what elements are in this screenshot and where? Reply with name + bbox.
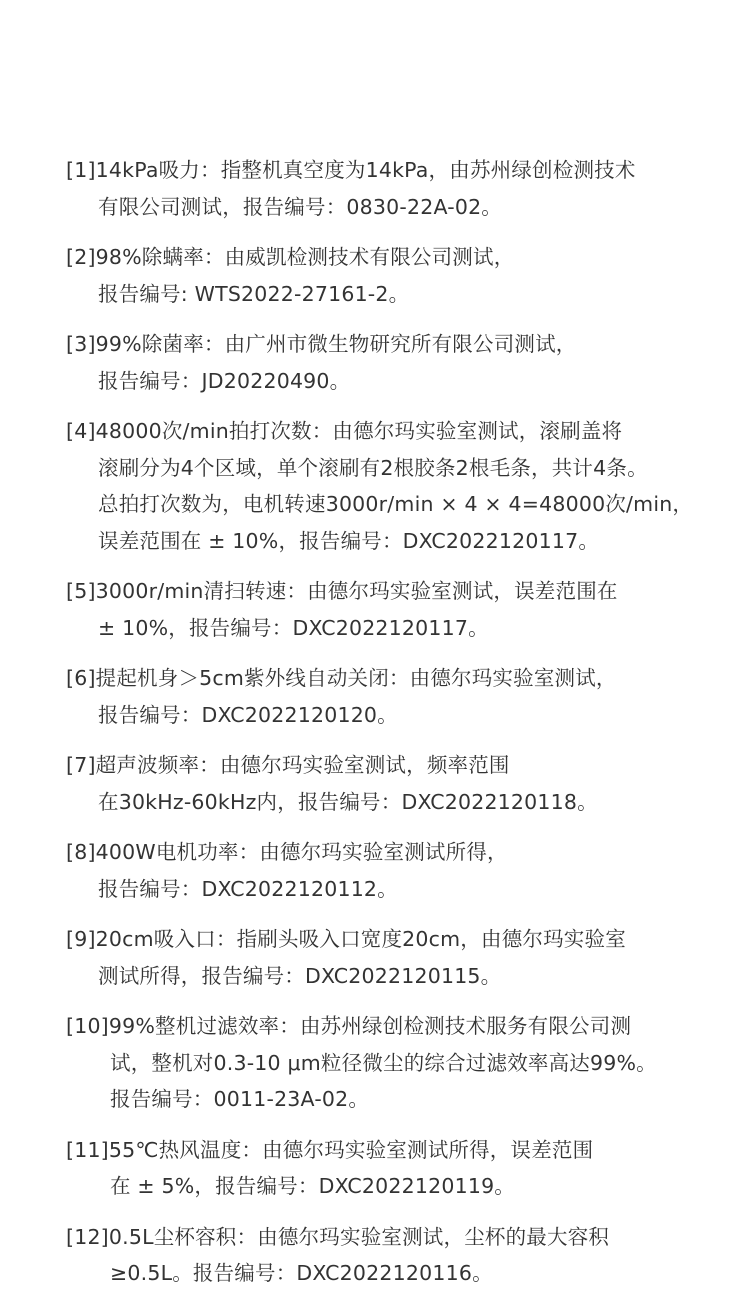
footnote-line: 报告编号：0011-23A-02。 — [110, 1087, 370, 1111]
footnote-4 — [66, 413, 736, 559]
footnote-line: 在 ± 5%，报告编号：DXC2022120119。 — [110, 1174, 516, 1198]
footnote-line: 试，整机对0.3-10 μm粒径微尘的综合过滤效率高达99%。 — [110, 1050, 657, 1075]
footnote-line: 测试所得，报告编号：DXC2022120115。 — [98, 963, 502, 988]
footnote-11 — [66, 1132, 736, 1205]
footnote-line: [8]400W电机功率：由德尔玛实验室测试所得， — [66, 840, 508, 864]
footnote-12 — [66, 1219, 736, 1292]
footnote-line: [11]55℃热风温度：由德尔玛实验室测试所得，误差范围 — [66, 1137, 594, 1162]
footnote-7 — [66, 747, 736, 820]
footnote-line: [2]98%除螨率：由威凯检测技术有限公司测试， — [66, 245, 515, 269]
footnote-line: 报告编号：DXC2022120112。 — [98, 876, 398, 901]
footnote-line: ≥0.5L。报告编号：DXC2022120116。 — [110, 1261, 493, 1285]
footnote-line: 报告编号：DXC2022120120。 — [98, 702, 398, 727]
footnote-line: [5]3000r/min清扫转速：由德尔玛实验室测试，误差范围在 — [66, 579, 618, 603]
footnote-2 — [66, 239, 736, 312]
footnote-line: [3]99%除菌率：由广州市微生物研究所有限公司测试， — [66, 332, 577, 356]
footnote-5 — [66, 573, 736, 646]
footnote-10 — [66, 1008, 736, 1118]
footnote-line: [12]0.5L尘杯容积：由德尔玛实验室测试，尘杯的最大容积 — [66, 1224, 610, 1249]
footnote-8 — [66, 834, 736, 907]
footnote-6 — [66, 660, 736, 733]
footnote-1 — [66, 152, 736, 225]
footnote-line: ± 10%，报告编号：DXC2022120117。 — [98, 615, 489, 640]
footnote-line: [7]超声波频率：由德尔玛实验室测试，频率范围 — [66, 753, 510, 777]
footnotes-list — [66, 152, 736, 1306]
footnote-line: [6]提起机身＞5cm紫外线自动关闭：由德尔玛实验室测试， — [66, 666, 617, 690]
footnote-line: [10]99%整机过滤效率：由苏州绿创检测技术服务有限公司测 — [66, 1014, 632, 1038]
footnote-line: [4]48000次/min拍打次数：由德尔玛实验室测试，滚刷盖将 — [66, 419, 623, 443]
footnote-line: 总拍打次数为，电机转速3000r/min × 4 × 4=48000次/min， — [98, 492, 694, 516]
footnote-line: [9]20cm吸入口：指刷头吸入口宽度20cm，由德尔玛实验室 — [66, 927, 626, 951]
footnote-line: 在30kHz-60kHz内，报告编号：DXC2022120118。 — [98, 789, 598, 814]
footnote-line: 滚刷分为4个区域，单个滚刷有2根胶条2根毛条，共计4条。 — [98, 455, 648, 480]
footnote-line: 报告编号：JD20220490。 — [98, 368, 351, 393]
footnote-line: [1]14kPa吸力：指整机真空度为14kPa，由苏州绿创检测技术 — [66, 158, 636, 182]
footnote-9 — [66, 921, 736, 994]
footnote-line: 误差范围在 ± 10%，报告编号：DXC2022120117。 — [98, 528, 600, 553]
footnote-line: 有限公司测试，报告编号：0830-22A-02。 — [98, 194, 503, 219]
footnote-line: 报告编号: WTS2022-27161-2。 — [98, 281, 410, 306]
footnote-3 — [66, 326, 736, 399]
